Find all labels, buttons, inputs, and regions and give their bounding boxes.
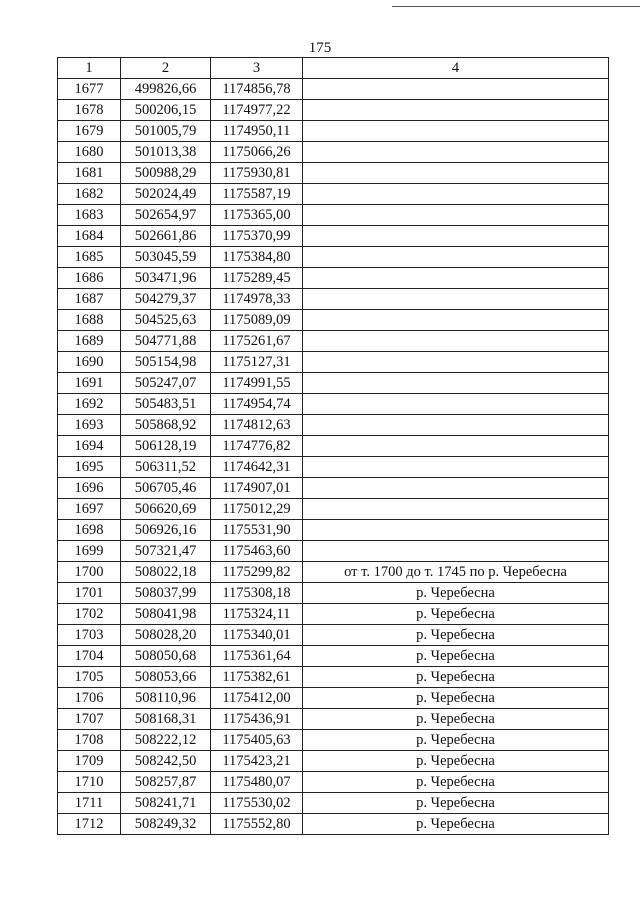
x-coordinate-cell: 506705,46 — [121, 478, 211, 499]
y-coordinate-cell: 1175370,99 — [211, 226, 303, 247]
x-coordinate-cell: 501005,79 — [121, 121, 211, 142]
description-cell — [303, 142, 609, 163]
point-number-cell: 1702 — [58, 604, 121, 625]
table-row — [58, 793, 609, 814]
table-row — [58, 541, 609, 562]
y-coordinate-cell: 1175308,18 — [211, 583, 303, 604]
table-row — [58, 268, 609, 289]
table-row — [58, 205, 609, 226]
table-row — [58, 814, 609, 835]
y-coordinate-cell: 1175127,31 — [211, 352, 303, 373]
description-cell: р. Черебесна — [303, 625, 609, 646]
x-coordinate-cell: 504525,63 — [121, 310, 211, 331]
x-coordinate-cell: 506620,69 — [121, 499, 211, 520]
y-coordinate-cell: 1174977,22 — [211, 100, 303, 121]
description-cell — [303, 121, 609, 142]
coordinates-table — [57, 57, 609, 835]
point-number-cell: 1710 — [58, 772, 121, 793]
y-coordinate-cell: 1174642,31 — [211, 457, 303, 478]
table-row — [58, 457, 609, 478]
x-coordinate-cell: 506926,16 — [121, 520, 211, 541]
y-coordinate-cell: 1174978,33 — [211, 289, 303, 310]
x-coordinate-cell: 505483,51 — [121, 394, 211, 415]
description-cell — [303, 79, 609, 100]
description-cell — [303, 415, 609, 436]
y-coordinate-cell: 1174991,55 — [211, 373, 303, 394]
point-number-cell: 1681 — [58, 163, 121, 184]
y-coordinate-cell: 1174954,74 — [211, 394, 303, 415]
description-cell — [303, 436, 609, 457]
y-coordinate-cell: 1175552,80 — [211, 814, 303, 835]
x-coordinate-cell: 505154,98 — [121, 352, 211, 373]
x-coordinate-cell: 508041,98 — [121, 604, 211, 625]
y-coordinate-cell: 1175531,90 — [211, 520, 303, 541]
table-row — [58, 436, 609, 457]
description-cell — [303, 352, 609, 373]
point-number-cell: 1701 — [58, 583, 121, 604]
y-coordinate-cell: 1175066,26 — [211, 142, 303, 163]
table-row — [58, 352, 609, 373]
x-coordinate-cell: 505247,07 — [121, 373, 211, 394]
description-cell — [303, 310, 609, 331]
description-cell — [303, 478, 609, 499]
description-cell — [303, 205, 609, 226]
description-cell: р. Черебесна — [303, 751, 609, 772]
x-coordinate-cell: 508053,66 — [121, 667, 211, 688]
description-cell: от т. 1700 до т. 1745 по р. Черебесна — [303, 562, 609, 583]
description-cell — [303, 163, 609, 184]
y-coordinate-cell: 1174776,82 — [211, 436, 303, 457]
description-cell — [303, 541, 609, 562]
x-coordinate-cell: 508037,99 — [121, 583, 211, 604]
x-coordinate-cell: 508050,68 — [121, 646, 211, 667]
table-row — [58, 562, 609, 583]
point-number-cell: 1698 — [58, 520, 121, 541]
description-cell — [303, 268, 609, 289]
x-coordinate-cell: 508257,87 — [121, 772, 211, 793]
table-row — [58, 310, 609, 331]
y-coordinate-cell: 1175384,80 — [211, 247, 303, 268]
point-number-cell: 1711 — [58, 793, 121, 814]
header-row — [58, 58, 609, 79]
point-number-cell: 1680 — [58, 142, 121, 163]
y-coordinate-cell: 1175289,45 — [211, 268, 303, 289]
table-row — [58, 373, 609, 394]
x-coordinate-cell: 505868,92 — [121, 415, 211, 436]
x-coordinate-cell: 499826,66 — [121, 79, 211, 100]
y-coordinate-cell: 1175299,82 — [211, 562, 303, 583]
page-number: 175 — [308, 40, 332, 56]
x-coordinate-cell: 502661,86 — [121, 226, 211, 247]
column-header-4: 4 — [303, 58, 609, 79]
column-header-2: 2 — [121, 58, 211, 79]
point-number-cell: 1690 — [58, 352, 121, 373]
point-number-cell: 1691 — [58, 373, 121, 394]
description-cell — [303, 457, 609, 478]
x-coordinate-cell: 507321,47 — [121, 541, 211, 562]
table-row — [58, 751, 609, 772]
point-number-cell: 1688 — [58, 310, 121, 331]
column-header-1: 1 — [58, 58, 121, 79]
table-row — [58, 772, 609, 793]
y-coordinate-cell: 1175530,02 — [211, 793, 303, 814]
x-coordinate-cell: 508249,32 — [121, 814, 211, 835]
x-coordinate-cell: 508028,20 — [121, 625, 211, 646]
point-number-cell: 1692 — [58, 394, 121, 415]
point-number-cell: 1687 — [58, 289, 121, 310]
y-coordinate-cell: 1175089,09 — [211, 310, 303, 331]
x-coordinate-cell: 508110,96 — [121, 688, 211, 709]
point-number-cell: 1695 — [58, 457, 121, 478]
x-coordinate-cell: 501013,38 — [121, 142, 211, 163]
description-cell: р. Черебесна — [303, 730, 609, 751]
table-row — [58, 730, 609, 751]
description-cell — [303, 226, 609, 247]
description-cell — [303, 520, 609, 541]
table-row — [58, 688, 609, 709]
y-coordinate-cell: 1175382,61 — [211, 667, 303, 688]
point-number-cell: 1699 — [58, 541, 121, 562]
table-row — [58, 625, 609, 646]
point-number-cell: 1697 — [58, 499, 121, 520]
x-coordinate-cell: 502654,97 — [121, 205, 211, 226]
table-row — [58, 709, 609, 730]
x-coordinate-cell: 508222,12 — [121, 730, 211, 751]
y-coordinate-cell: 1175361,64 — [211, 646, 303, 667]
description-cell: р. Черебесна — [303, 688, 609, 709]
description-cell: р. Черебесна — [303, 604, 609, 625]
table-row — [58, 604, 609, 625]
point-number-cell: 1707 — [58, 709, 121, 730]
x-coordinate-cell: 508168,31 — [121, 709, 211, 730]
y-coordinate-cell: 1175587,19 — [211, 184, 303, 205]
x-coordinate-cell: 506128,19 — [121, 436, 211, 457]
point-number-cell: 1696 — [58, 478, 121, 499]
y-coordinate-cell: 1175412,00 — [211, 688, 303, 709]
y-coordinate-cell: 1175436,91 — [211, 709, 303, 730]
point-number-cell: 1686 — [58, 268, 121, 289]
table-row — [58, 415, 609, 436]
point-number-cell: 1708 — [58, 730, 121, 751]
table-row — [58, 247, 609, 268]
x-coordinate-cell: 500988,29 — [121, 163, 211, 184]
y-coordinate-cell: 1175324,11 — [211, 604, 303, 625]
y-coordinate-cell: 1174812,63 — [211, 415, 303, 436]
point-number-cell: 1704 — [58, 646, 121, 667]
table-row — [58, 667, 609, 688]
table-row — [58, 79, 609, 100]
description-cell: р. Черебесна — [303, 667, 609, 688]
x-coordinate-cell: 504279,37 — [121, 289, 211, 310]
table-row — [58, 163, 609, 184]
point-number-cell: 1694 — [58, 436, 121, 457]
table-row — [58, 478, 609, 499]
point-number-cell: 1700 — [58, 562, 121, 583]
point-number-cell: 1678 — [58, 100, 121, 121]
column-header-3: 3 — [211, 58, 303, 79]
table-row — [58, 226, 609, 247]
description-cell — [303, 394, 609, 415]
point-number-cell: 1693 — [58, 415, 121, 436]
description-cell: р. Черебесна — [303, 646, 609, 667]
description-cell — [303, 100, 609, 121]
table-row — [58, 646, 609, 667]
table-row — [58, 331, 609, 352]
x-coordinate-cell: 508022,18 — [121, 562, 211, 583]
x-coordinate-cell: 504771,88 — [121, 331, 211, 352]
point-number-cell: 1706 — [58, 688, 121, 709]
point-number-cell: 1679 — [58, 121, 121, 142]
point-number-cell: 1685 — [58, 247, 121, 268]
table-row — [58, 520, 609, 541]
y-coordinate-cell: 1174856,78 — [211, 79, 303, 100]
y-coordinate-cell: 1175423,21 — [211, 751, 303, 772]
x-coordinate-cell: 503471,96 — [121, 268, 211, 289]
description-cell — [303, 247, 609, 268]
x-coordinate-cell: 508242,50 — [121, 751, 211, 772]
description-cell: р. Черебесна — [303, 793, 609, 814]
table-row — [58, 184, 609, 205]
point-number-cell: 1712 — [58, 814, 121, 835]
point-number-cell: 1677 — [58, 79, 121, 100]
table-row — [58, 394, 609, 415]
description-cell — [303, 184, 609, 205]
y-coordinate-cell: 1174907,01 — [211, 478, 303, 499]
table-row — [58, 142, 609, 163]
description-cell: р. Черебесна — [303, 814, 609, 835]
point-number-cell: 1709 — [58, 751, 121, 772]
y-coordinate-cell: 1175365,00 — [211, 205, 303, 226]
table-row — [58, 100, 609, 121]
x-coordinate-cell: 502024,49 — [121, 184, 211, 205]
point-number-cell: 1689 — [58, 331, 121, 352]
y-coordinate-cell: 1175480,07 — [211, 772, 303, 793]
description-cell: р. Черебесна — [303, 583, 609, 604]
description-cell — [303, 289, 609, 310]
x-coordinate-cell: 500206,15 — [121, 100, 211, 121]
y-coordinate-cell: 1175405,63 — [211, 730, 303, 751]
description-cell — [303, 331, 609, 352]
x-coordinate-cell: 506311,52 — [121, 457, 211, 478]
x-coordinate-cell: 508241,71 — [121, 793, 211, 814]
point-number-cell: 1703 — [58, 625, 121, 646]
table-row — [58, 121, 609, 142]
y-coordinate-cell: 1174950,11 — [211, 121, 303, 142]
table-row — [58, 289, 609, 310]
y-coordinate-cell: 1175463,60 — [211, 541, 303, 562]
y-coordinate-cell: 1175340,01 — [211, 625, 303, 646]
description-cell — [303, 373, 609, 394]
description-cell: р. Черебесна — [303, 709, 609, 730]
table-row — [58, 583, 609, 604]
point-number-cell: 1705 — [58, 667, 121, 688]
description-cell: р. Черебесна — [303, 772, 609, 793]
x-coordinate-cell: 503045,59 — [121, 247, 211, 268]
table-row — [58, 499, 609, 520]
top-right-rule — [392, 6, 640, 7]
point-number-cell: 1684 — [58, 226, 121, 247]
point-number-cell: 1683 — [58, 205, 121, 226]
y-coordinate-cell: 1175930,81 — [211, 163, 303, 184]
point-number-cell: 1682 — [58, 184, 121, 205]
description-cell — [303, 499, 609, 520]
y-coordinate-cell: 1175261,67 — [211, 331, 303, 352]
table-body — [58, 79, 609, 835]
y-coordinate-cell: 1175012,29 — [211, 499, 303, 520]
